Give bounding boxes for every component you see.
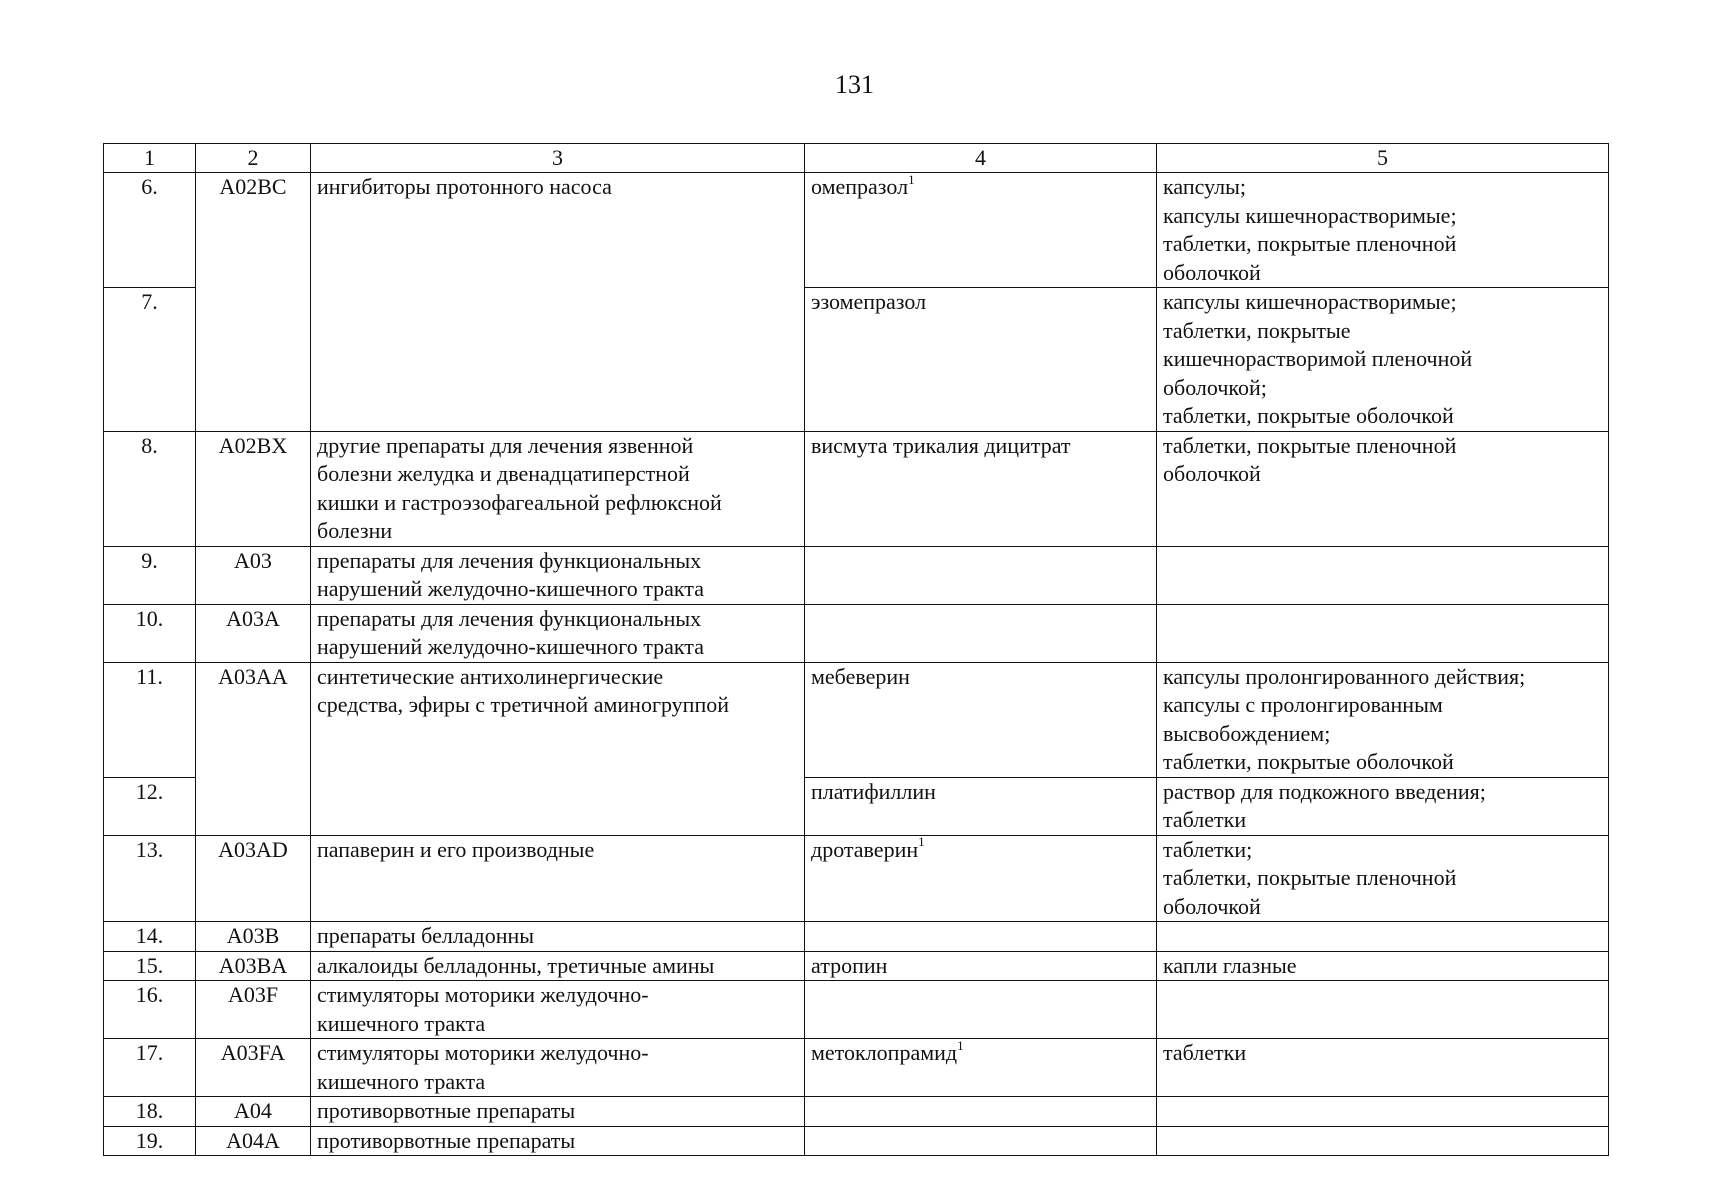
drug-table xyxy=(103,143,1609,1156)
group-name: противорвотные препараты xyxy=(311,1126,805,1156)
atc-code: A03FA xyxy=(196,1039,311,1097)
dosage-forms: капсулы; капсулы кишечнорастворимые; таблетки, покрытые пленочной оболочкой xyxy=(1157,173,1609,288)
dosage-forms: таблетки; таблетки, покрытые пленочной оболочкой xyxy=(1157,835,1609,922)
dosage-forms xyxy=(1157,981,1609,1039)
table-row xyxy=(104,431,1609,546)
row-number: 9. xyxy=(104,546,196,604)
drug-name: атропин xyxy=(811,952,888,978)
atc-code: A03B xyxy=(196,922,311,952)
atc-code: A04A xyxy=(196,1126,311,1156)
column-header: 2 xyxy=(196,144,311,173)
dosage-forms xyxy=(1157,922,1609,952)
group-name: стимуляторы моторики желудочно- кишечного тракта xyxy=(311,981,805,1039)
table-row xyxy=(104,951,1609,981)
row-number: 16. xyxy=(104,981,196,1039)
drug-name-cell xyxy=(805,1097,1157,1127)
row-number: 17. xyxy=(104,1039,196,1097)
drug-name: эзомепразол xyxy=(811,289,927,314)
table-row xyxy=(104,1097,1609,1127)
drug-name-cell xyxy=(805,431,1157,546)
row-number: 13. xyxy=(104,835,196,922)
atc-code: A03AA xyxy=(196,662,311,835)
drug-name-cell xyxy=(805,835,1157,922)
dosage-forms xyxy=(1157,546,1609,604)
dosage-forms xyxy=(1157,1126,1609,1156)
table-row xyxy=(104,922,1609,952)
page-number: 131 xyxy=(835,70,874,99)
atc-code: A03 xyxy=(196,546,311,604)
dosage-forms: таблетки, покрытые пленочной оболочкой xyxy=(1157,431,1609,546)
drug-name: метоклопрамид xyxy=(811,1040,958,1065)
drug-name: платифиллин xyxy=(811,778,936,804)
atc-code: A03F xyxy=(196,981,311,1039)
group-name: стимуляторы моторики желудочно- кишечного тракта xyxy=(311,1039,805,1097)
footnote-mark: 1 xyxy=(908,172,915,187)
drug-name-cell xyxy=(805,951,1157,981)
atc-code: A03A xyxy=(196,604,311,662)
table-row xyxy=(104,1126,1609,1156)
drug-name-cell xyxy=(805,777,1157,835)
dosage-forms: раствор для подкожного введения; таблетки xyxy=(1157,777,1609,835)
dosage-forms: таблетки xyxy=(1157,1039,1609,1097)
drug-name-cell xyxy=(805,288,1157,432)
dosage-forms: капсулы кишечнорастворимые; таблетки, покрытые кишечнорастворимой пленочной оболочкой; таблетки, покрытые оболочкой xyxy=(1157,288,1609,432)
table-row xyxy=(104,173,1609,288)
row-number: 14. xyxy=(104,922,196,952)
drug-name-cell xyxy=(805,922,1157,952)
group-name: алкалоиды белладонны, третичные амины xyxy=(311,951,805,981)
table-row xyxy=(104,1039,1609,1097)
drug-name-cell xyxy=(805,981,1157,1039)
dosage-forms xyxy=(1157,604,1609,662)
group-name: ингибиторы протонного насоса xyxy=(311,173,805,432)
atc-code: A02BX xyxy=(196,431,311,546)
drug-name-cell xyxy=(805,662,1157,777)
drug-name-cell xyxy=(805,546,1157,604)
group-name: препараты белладонны xyxy=(311,922,805,952)
row-number: 7. xyxy=(104,288,196,432)
row-number: 10. xyxy=(104,604,196,662)
drug-name-cell xyxy=(805,604,1157,662)
group-name: противорвотные препараты xyxy=(311,1097,805,1127)
row-number: 19. xyxy=(104,1126,196,1156)
group-name: препараты для лечения функциональных нарушений желудочно-кишечного тракта xyxy=(311,546,805,604)
table-row xyxy=(104,604,1609,662)
table-row xyxy=(104,835,1609,922)
column-header: 4 xyxy=(805,144,1157,173)
dosage-forms xyxy=(1157,1097,1609,1127)
footnote-mark: 1 xyxy=(918,835,925,850)
row-number: 11. xyxy=(104,662,196,777)
drug-name: висмута трикалия дицитрат xyxy=(811,432,1071,458)
dosage-forms: капли глазные xyxy=(1157,951,1609,981)
footnote-mark: 1 xyxy=(957,1038,964,1053)
atc-code: A02BC xyxy=(196,173,311,432)
drug-name: мебеверин xyxy=(811,663,910,689)
drug-name: омепразол xyxy=(811,174,909,199)
drug-name-cell xyxy=(805,1039,1157,1097)
table-row xyxy=(104,546,1609,604)
group-name: папаверин и его производные xyxy=(311,835,805,922)
row-number: 8. xyxy=(104,431,196,546)
table-row xyxy=(104,662,1609,777)
atc-code: A03AD xyxy=(196,835,311,922)
table-row xyxy=(104,981,1609,1039)
row-number: 6. xyxy=(104,173,196,288)
group-name: синтетические антихолинергические средства, эфиры с третичной аминогруппой xyxy=(311,662,805,835)
column-header: 5 xyxy=(1157,144,1609,173)
group-name: препараты для лечения функциональных нарушений желудочно-кишечного тракта xyxy=(311,604,805,662)
atc-code: A04 xyxy=(196,1097,311,1127)
column-header: 3 xyxy=(311,144,805,173)
drug-name-cell xyxy=(805,173,1157,288)
row-number: 15. xyxy=(104,951,196,981)
column-header: 1 xyxy=(104,144,196,173)
group-name: другие препараты для лечения язвенной болезни желудка и двенадцатиперстной кишки и гастроэзофагеальной рефлюксной болезни xyxy=(311,431,805,546)
drug-name-cell xyxy=(805,1126,1157,1156)
dosage-forms: капсулы пролонгированного действия; капсулы с пролонгированным высвобождением; таблетки, покрытые оболочкой xyxy=(1157,662,1609,777)
row-number: 18. xyxy=(104,1097,196,1127)
atc-code: A03BA xyxy=(196,951,311,981)
drug-name: дротаверин xyxy=(811,836,919,862)
table-header-row xyxy=(104,144,1609,173)
row-number: 12. xyxy=(104,777,196,835)
